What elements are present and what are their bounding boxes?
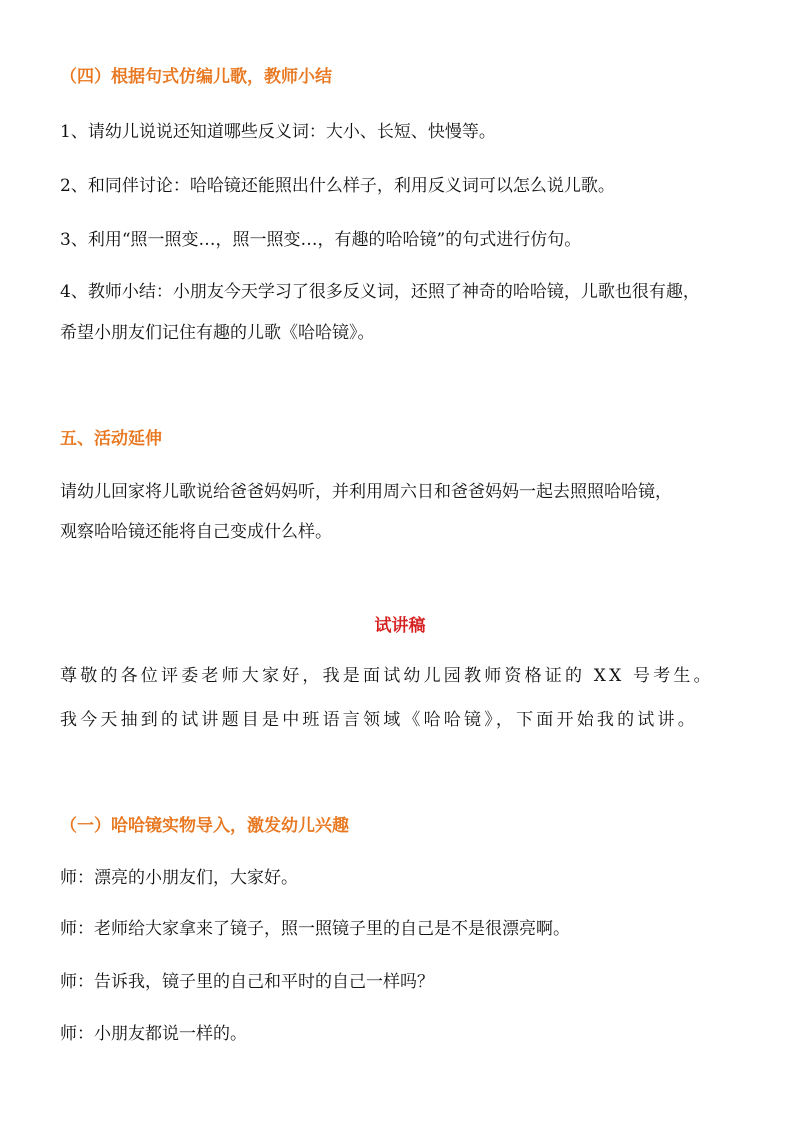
section-5-line-2: 观察哈哈镜还能将自己变成什么样。 — [60, 522, 332, 542]
script-intro-line-2: 我今天抽到的试讲题目是中班语言领域《哈哈镜》，下面开始我的试讲。 — [60, 710, 698, 730]
section-4-item-1: 1、请幼儿说说还知道哪些反义词：大小、长短、快慢等。 — [60, 122, 496, 142]
script-title: 试讲稿 — [374, 616, 426, 636]
part-1-line-4: 师：小朋友都说一样的。 — [60, 1024, 247, 1044]
part-1-line-3: 师：告诉我，镜子里的自己和平时的自己一样吗？ — [60, 972, 434, 992]
section-5-heading: 五、活动延伸 — [60, 429, 162, 449]
part-1-line-2: 师：老师给大家拿来了镜子，照一照镜子里的自己是不是很漂亮啊。 — [60, 919, 570, 939]
section-4-item-2: 2、和同伴讨论：哈哈镜还能照出什么样子，利用反义词可以怎么说儿歌。 — [60, 176, 615, 196]
part-1-line-1: 师：漂亮的小朋友们，大家好。 — [60, 868, 298, 888]
section-4-heading: （四）根据句式仿编儿歌，教师小结 — [60, 67, 332, 87]
script-intro-line-1: 尊敬的各位评委老师大家好，我是面试幼儿园教师资格证的 XX 号考生。 — [60, 666, 714, 686]
section-5-line-1: 请幼儿回家将儿歌说给爸爸妈妈听，并利用周六日和爸爸妈妈一起去照照哈哈镜， — [60, 482, 672, 502]
section-4-item-4: 4、教师小结：小朋友今天学习了很多反义词，还照了神奇的哈哈镜，儿歌也很有趣， — [60, 282, 700, 302]
section-4-item-4-continued: 希望小朋友们记住有趣的儿歌《哈哈镜》。 — [60, 323, 375, 343]
part-1-heading: （一）哈哈镜实物导入，激发幼儿兴趣 — [60, 816, 349, 836]
section-4-item-3: 3、利用“照一照变…，照一照变…，有趣的哈哈镜”的句式进行仿句。 — [60, 230, 582, 250]
